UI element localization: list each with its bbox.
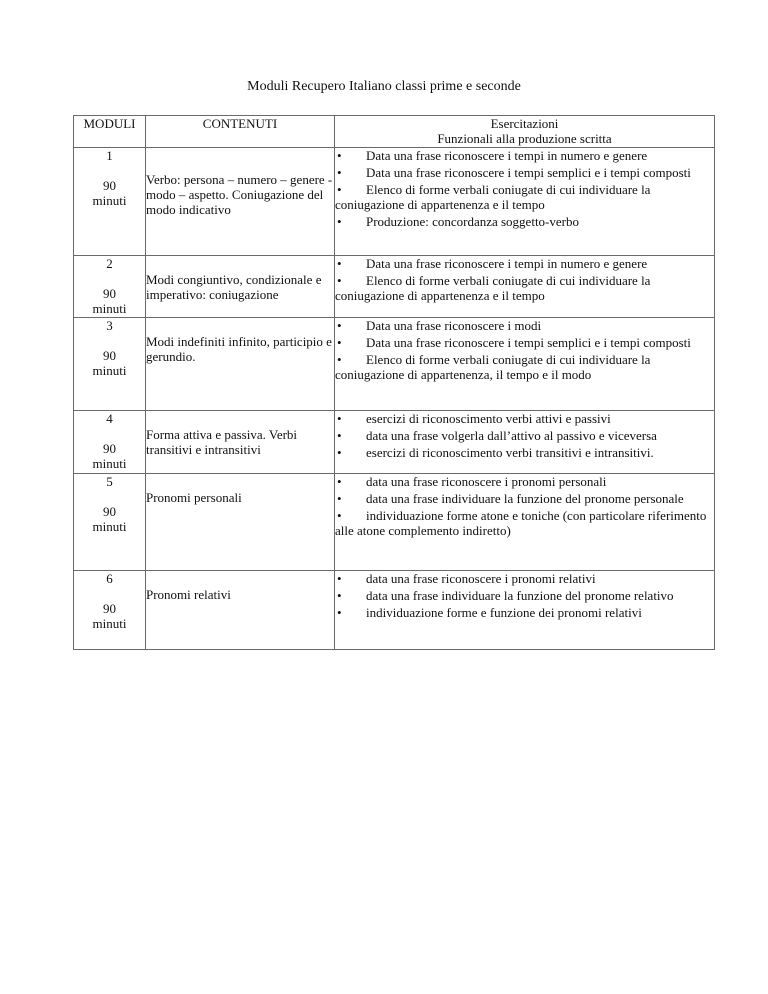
list-item: • Elenco di forme verbali coniugate di cui individuare la coniugazione di appartenenza e il tempo	[335, 182, 651, 212]
bullet-icon: •	[337, 508, 342, 523]
bullet-icon: •	[337, 411, 342, 426]
bullet-icon: •	[337, 428, 342, 443]
duration-unit: minuti	[92, 301, 127, 316]
module-number: 1	[106, 148, 113, 163]
bullet-icon: •	[337, 148, 342, 163]
table-row	[74, 474, 715, 571]
content-text: Pronomi personali	[146, 490, 242, 505]
list-item: • Data una frase riconoscere i tempi semplici e i tempi composti	[337, 165, 691, 180]
exercise-list	[335, 411, 714, 460]
duration-unit: minuti	[92, 616, 127, 631]
exercises-cell	[335, 318, 715, 411]
document-title: Moduli Recupero Italiano classi prime e seconde	[247, 79, 521, 94]
header-esercitazioni-line1: Esercitazioni	[490, 116, 559, 131]
table-header-row	[74, 116, 715, 148]
list-item: • Data una frase riconoscere i tempi semplici e i tempi composti	[337, 335, 691, 350]
exercises-cell	[335, 148, 715, 256]
module-cell	[74, 474, 146, 571]
exercises-cell	[335, 256, 715, 318]
module-cell	[74, 411, 146, 474]
duration-value: 90	[103, 286, 116, 301]
content-text: Verbo: persona – numero – genere - modo – aspetto. Coniugazione del modo indicativo	[146, 172, 333, 217]
content-text: Forma attiva e passiva. Verbi transitivi e intransitivi	[146, 427, 298, 457]
module-number: 4	[106, 411, 113, 426]
exercise-list	[335, 256, 714, 303]
content-cell	[146, 571, 335, 650]
table-row	[74, 411, 715, 474]
list-item: • Produzione: concordanza soggetto-verbo	[337, 214, 579, 229]
modules-table	[73, 115, 715, 650]
list-item: • data una frase individuare la funzione del pronome personale	[337, 491, 684, 506]
list-item: • Data una frase riconoscere i tempi in numero e genere	[337, 256, 648, 271]
module-number: 6	[106, 571, 113, 586]
content-cell	[146, 256, 335, 318]
content-cell	[146, 318, 335, 411]
header-esercitazioni-line2: Funzionali alla produzione scritta	[437, 131, 612, 146]
list-item: • Elenco di forme verbali coniugate di cui individuare la coniugazione di appartenenza e il tempo	[335, 273, 651, 303]
duration-unit: minuti	[92, 519, 127, 534]
duration-value: 90	[103, 348, 116, 363]
duration-unit: minuti	[92, 193, 127, 208]
content-cell	[146, 474, 335, 571]
bullet-icon: •	[337, 165, 342, 180]
module-cell	[74, 256, 146, 318]
list-item: • Data una frase riconoscere i modi	[337, 318, 542, 333]
bullet-icon: •	[337, 318, 342, 333]
module-cell	[74, 148, 146, 256]
bullet-icon: •	[337, 445, 342, 460]
content-text: Pronomi relativi	[146, 587, 231, 602]
list-item: • esercizi di riconoscimento verbi transitivi e intransitivi.	[337, 445, 654, 460]
exercise-list	[335, 318, 714, 382]
list-item: • data una frase riconoscere i pronomi relativi	[337, 571, 596, 586]
module-cell	[74, 571, 146, 650]
duration-value: 90	[103, 601, 116, 616]
module-cell	[74, 318, 146, 411]
list-item: • individuazione forme atone e toniche (con particolare riferimento alle atone complemento indiretto)	[335, 508, 707, 538]
duration-unit: minuti	[92, 363, 127, 378]
header-esercitazioni	[335, 116, 715, 148]
table-row	[74, 571, 715, 650]
list-item: • data una frase riconoscere i pronomi personali	[337, 474, 607, 489]
exercise-list	[335, 571, 714, 620]
bullet-icon: •	[337, 474, 342, 489]
bullet-icon: •	[337, 588, 342, 603]
exercise-list	[335, 148, 714, 229]
bullet-icon: •	[337, 605, 342, 620]
duration-value: 90	[103, 178, 116, 193]
bullet-icon: •	[337, 335, 342, 350]
exercise-list	[335, 474, 714, 538]
content-cell	[146, 411, 335, 474]
duration-unit: minuti	[92, 456, 127, 471]
header-moduli: MODULI	[74, 116, 146, 148]
duration-value: 90	[103, 504, 116, 519]
list-item: • Data una frase riconoscere i tempi in numero e genere	[337, 148, 648, 163]
bullet-icon: •	[337, 214, 342, 229]
list-item: • individuazione forme e funzione dei pronomi relativi	[337, 605, 642, 620]
list-item: • esercizi di riconoscimento verbi attivi e passivi	[337, 411, 611, 426]
bullet-icon: •	[337, 352, 342, 367]
list-item: • Elenco di forme verbali coniugate di cui individuare la coniugazione di appartenenza, il tempo e il modo	[335, 352, 651, 382]
module-number: 3	[106, 318, 113, 333]
list-item: • data una frase volgerla dall’attivo al passivo e viceversa	[337, 428, 657, 443]
header-contenuti: CONTENUTI	[146, 116, 335, 148]
exercises-cell	[335, 571, 715, 650]
table-row	[74, 318, 715, 411]
content-text: Modi congiuntivo, condizionale e imperativo: coniugazione	[146, 272, 322, 302]
content-text: Modi indefiniti infinito, participio e gerundio.	[146, 334, 332, 364]
content-cell	[146, 148, 335, 256]
module-number: 2	[106, 256, 113, 271]
duration-value: 90	[103, 441, 116, 456]
bullet-icon: •	[337, 182, 342, 197]
module-number: 5	[106, 474, 113, 489]
bullet-icon: •	[337, 491, 342, 506]
bullet-icon: •	[337, 256, 342, 271]
exercises-cell	[335, 411, 715, 474]
table-row	[74, 256, 715, 318]
table-row	[74, 148, 715, 256]
bullet-icon: •	[337, 273, 342, 288]
bullet-icon: •	[337, 571, 342, 586]
exercises-cell	[335, 474, 715, 571]
list-item: • data una frase individuare la funzione del pronome relativo	[337, 588, 674, 603]
